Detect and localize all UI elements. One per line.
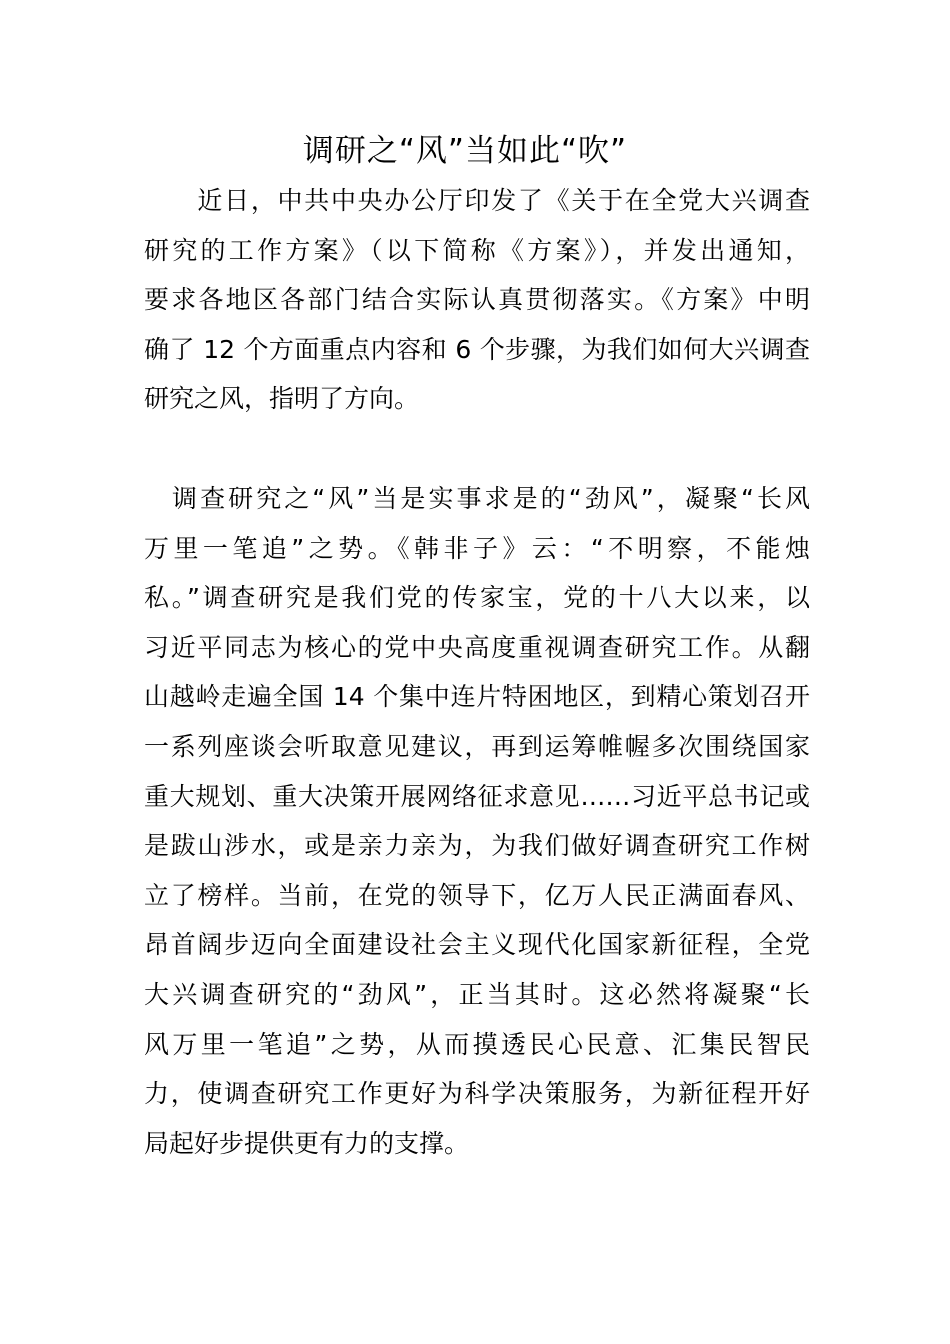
paragraph-line: 重大规划、重大决策开展网络征求意见……习近平总书记或 [144,781,810,811]
paragraph-line: 局起好步提供更有力的支撑。 [144,1128,470,1158]
paragraph-line: 调查研究之“风”当是实事求是的“劲风”，凝聚“长风 [144,484,810,513]
paragraph-intro [144,176,810,424]
paragraph-line: 昂首阔步迈向全面建设社会主义现代化国家新征程，全党 [144,930,810,960]
paragraph-line: 确了 12 个方面重点内容和 6 个步骤，为我们如何大兴调查 [144,334,810,364]
paragraph-line: 万里一笔追”之势。《韩非子》云：“不明察，不能烛 [144,533,810,563]
paragraph-line: 要求各地区各部门结合实际认真贯彻落实。《方案》中明 [144,285,810,315]
paragraph-line: 风万里一笔追”之势，从而摸透民心民意、汇集民智民 [144,1029,810,1059]
paragraph-line: 立了榜样。当前，在党的领导下，亿万人民正满面春风、 [144,880,810,910]
paragraph-line: 研究之风，指明了方向。 [144,384,420,414]
paragraph-line: 近日，中共中央办公厅印发了《关于在全党大兴调查 [144,186,810,215]
paragraph-line: 山越岭走遍全国 14 个集中连片特困地区，到精心策划召开 [144,682,810,712]
paragraph-line: 一系列座谈会听取意见建议，再到运筹帷幄多次围绕国家 [144,731,810,761]
page-title: 调研之“风”当如此“吹” [302,133,628,169]
paragraph-line: 习近平同志为核心的党中央高度重视调查研究工作。从翻 [144,632,810,662]
paragraph-line: 大兴调查研究的“劲风”，正当其时。这必然将凝聚“长 [144,979,810,1009]
paragraph-line: 私。”调查研究是我们党的传家宝，党的十八大以来，以 [144,583,810,613]
paragraph-line: 是跋山涉水，或是亲力亲为，为我们做好调查研究工作树 [144,831,810,861]
paragraph-line: 力，使调查研究工作更好为科学决策服务，为新征程开好 [144,1079,810,1109]
paragraph-line: 研究的工作方案》（以下简称《方案》），并发出通知， [144,235,810,265]
paragraph-body [144,474,810,1168]
